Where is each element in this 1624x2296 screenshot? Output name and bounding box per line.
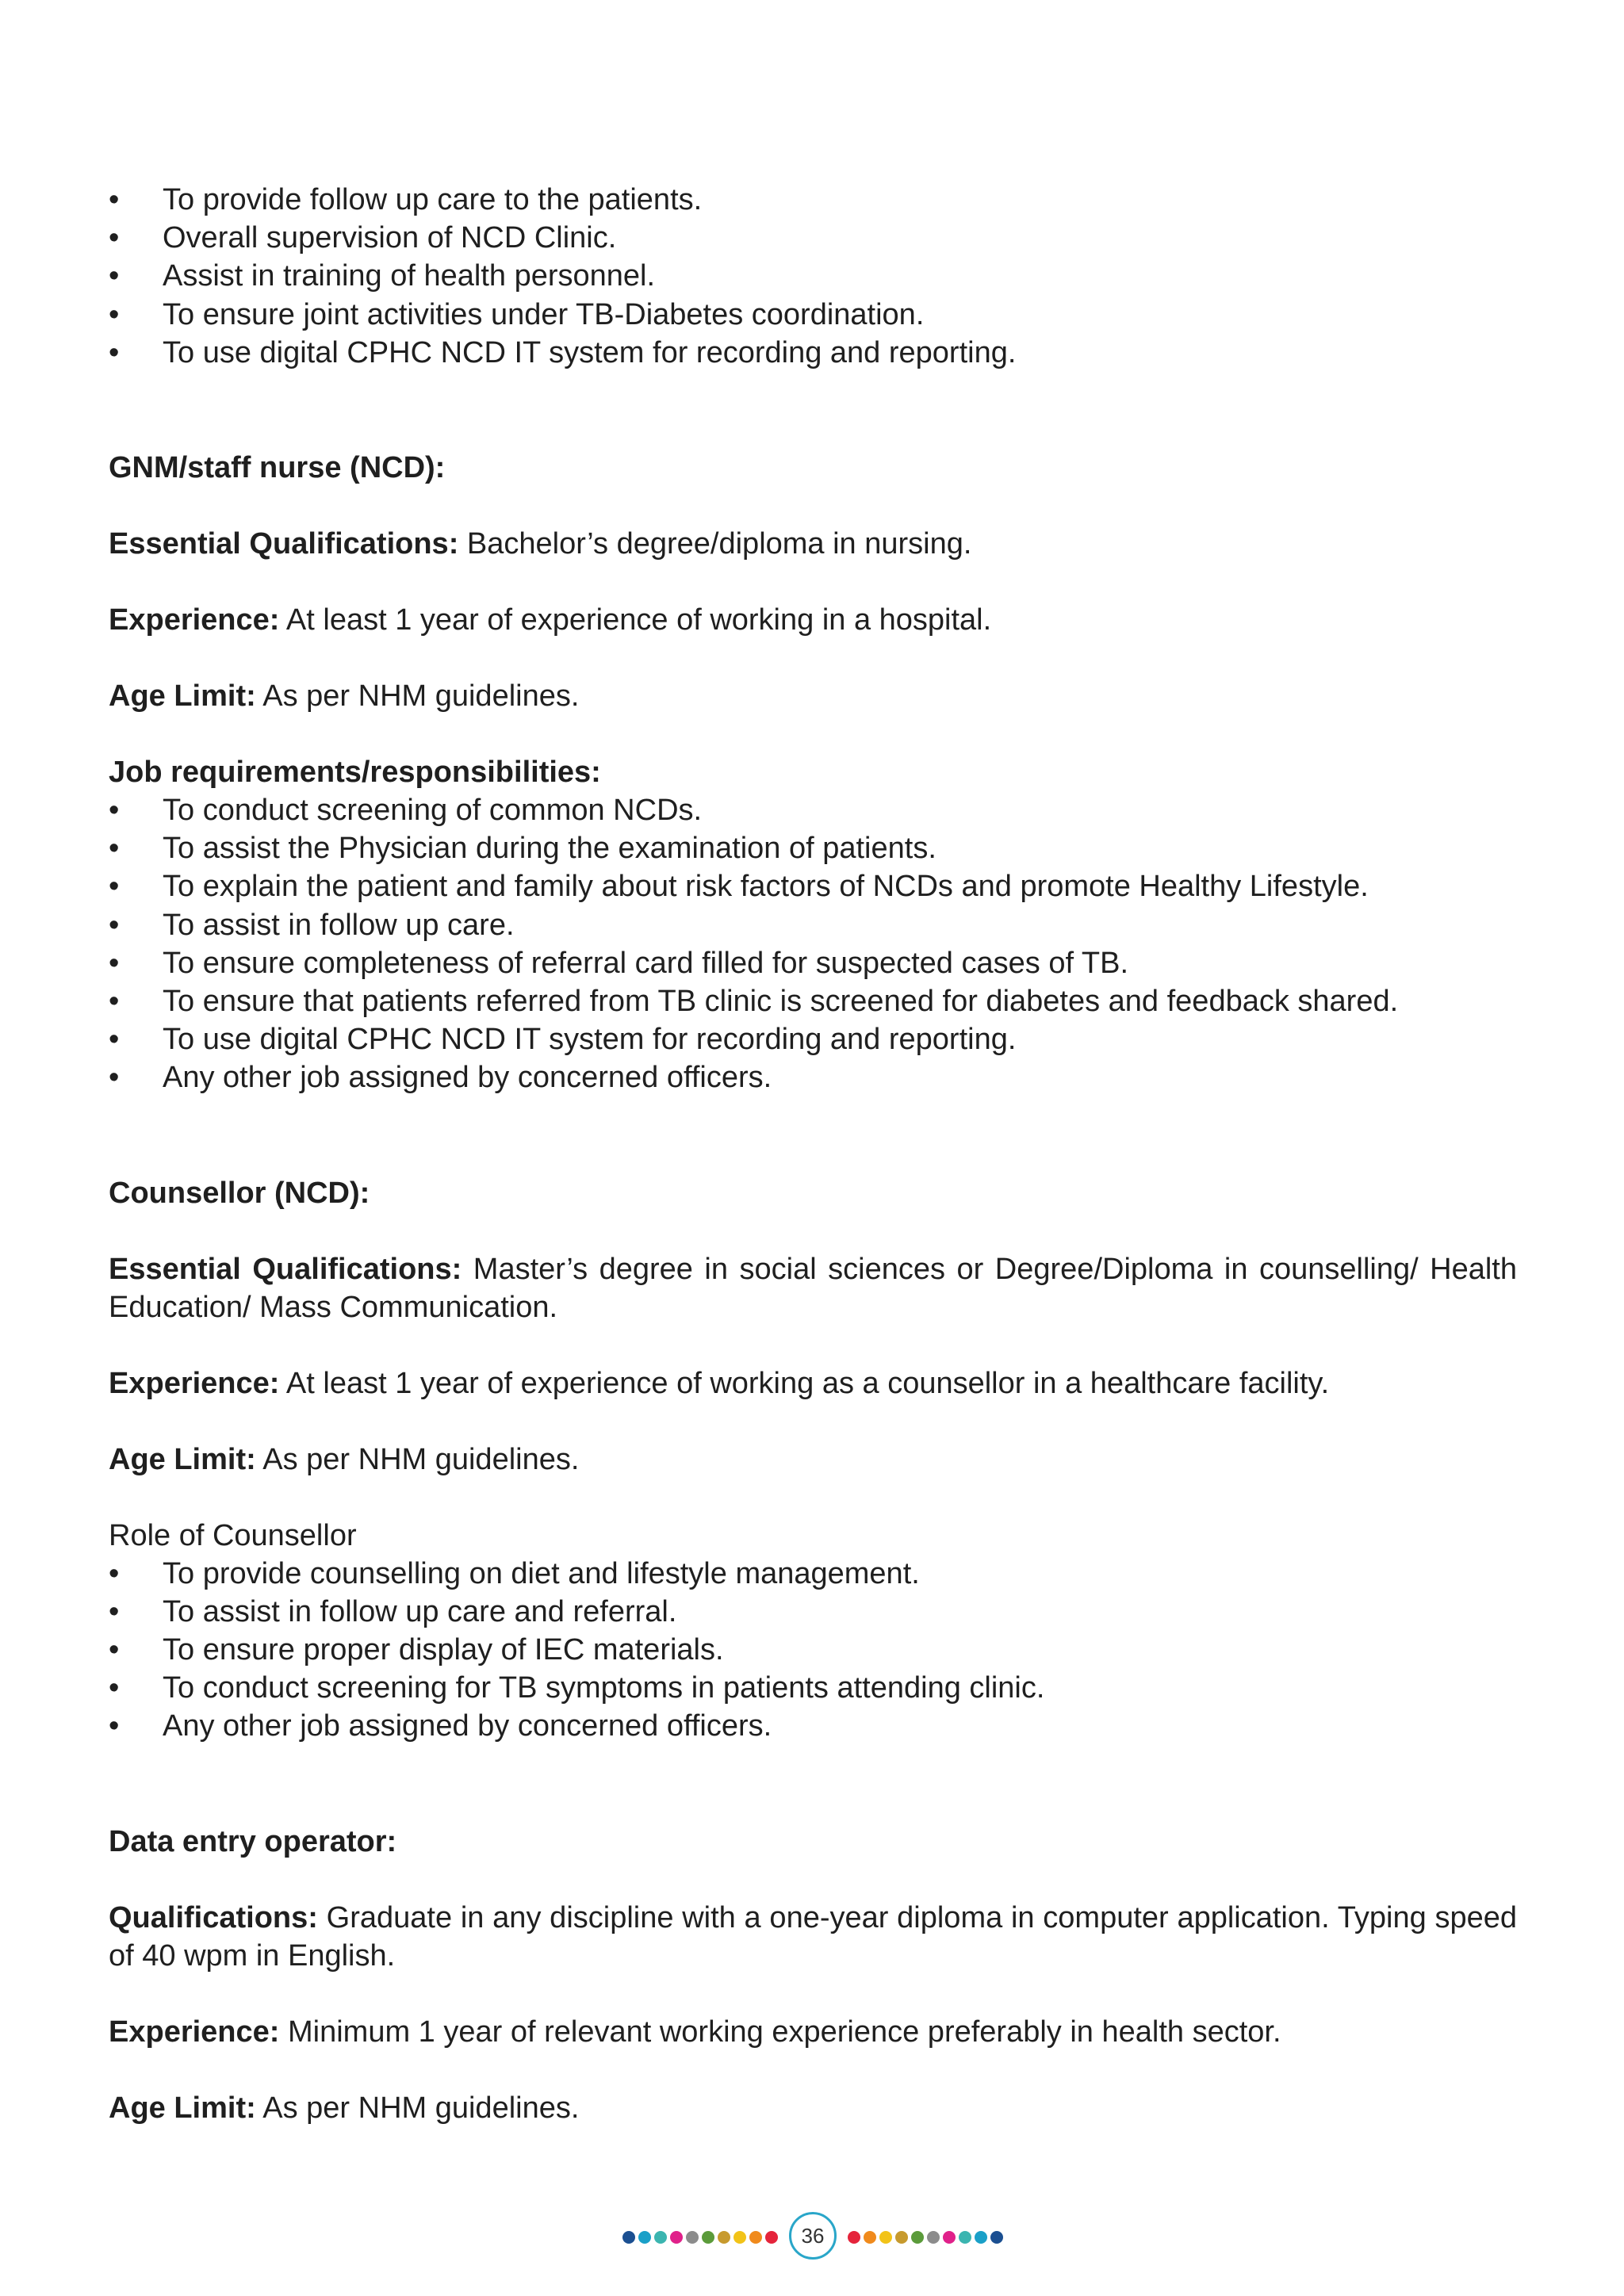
list-item [109, 944, 1517, 982]
decorative-dot-icon [765, 2231, 778, 2244]
bullet-icon: • [109, 1709, 120, 1743]
bullet-icon: • [109, 297, 120, 331]
decorative-dot-icon [848, 2231, 860, 2244]
gnm-experience: Experience: At least 1 year of experience of working in a hospital. [109, 603, 992, 637]
list-item [109, 181, 1517, 219]
footer-dots-right [848, 2231, 1003, 2244]
gnm-qualifications: Essential Qualifications: Bachelor’s degree/diploma in nursing. [109, 527, 972, 561]
list-item [109, 334, 1517, 372]
bullet-icon: • [109, 259, 120, 293]
list-item-text: To ensure joint activities under TB-Diabetes coordination. [163, 297, 925, 331]
page-content [109, 181, 1517, 2127]
gnm-title: GNM/staff nurse (NCD): [109, 451, 446, 485]
decorative-dot-icon [959, 2231, 971, 2244]
list-item [109, 1058, 1517, 1096]
decorative-dot-icon [686, 2231, 699, 2244]
list-item [109, 257, 1517, 295]
bullet-icon: • [109, 985, 120, 1019]
list-item-text: To provide follow up care to the patients. [163, 183, 703, 216]
list-item-text: To conduct screening for TB symptoms in patients attending clinic. [163, 1671, 1045, 1705]
counsellor-qualifications: Essential Qualifications: Master’s degree in social sciences or Degree/Diploma in counselling/ Health Education/ Mass Communication. [109, 1252, 1517, 1324]
decorative-dot-icon [864, 2231, 876, 2244]
continued-bullet-list [109, 181, 1517, 372]
bullet-icon: • [109, 1061, 120, 1095]
list-item-text: Overall supervision of NCD Clinic. [163, 221, 617, 255]
decorative-dot-icon [702, 2231, 714, 2244]
list-item [109, 1669, 1517, 1707]
counsellor-role-list [109, 1555, 1517, 1746]
list-item-text: To ensure completeness of referral card filled for suspected cases of TB. [163, 946, 1129, 980]
decorative-dot-icon [749, 2231, 762, 2244]
decorative-dot-icon [927, 2231, 940, 2244]
bullet-icon: • [109, 1594, 120, 1628]
list-item [109, 1020, 1517, 1058]
decorative-dot-icon [733, 2231, 746, 2244]
decorative-dot-icon [718, 2231, 730, 2244]
list-item [109, 219, 1517, 257]
list-item-text: To ensure that patients referred from TB clinic is screened for diabetes and feedback shared. [163, 985, 1399, 1019]
decorative-dot-icon [638, 2231, 651, 2244]
decorative-dot-icon [895, 2231, 908, 2244]
list-item [109, 982, 1517, 1020]
counsellor-title: Counsellor (NCD): [109, 1176, 370, 1210]
counsellor-role-heading: Role of Counsellor [109, 1518, 357, 1552]
decorative-dot-icon [990, 2231, 1003, 2244]
bullet-icon: • [109, 335, 120, 369]
gnm-responsibilities-list [109, 791, 1517, 1097]
deo-age-limit: Age Limit: As per NHM guidelines. [109, 2091, 580, 2125]
list-item-text: To provide counselling on diet and lifestyle management. [163, 1556, 920, 1590]
decorative-dot-icon [670, 2231, 683, 2244]
list-item-text: To use digital CPHC NCD IT system for recording and reporting. [163, 335, 1017, 369]
list-item [109, 1593, 1517, 1631]
bullet-icon: • [109, 946, 120, 980]
list-item-text: To ensure proper display of IEC materials. [163, 1633, 724, 1667]
bullet-icon: • [109, 832, 120, 866]
counsellor-section [109, 1174, 1517, 1746]
gnm-job-heading: Job requirements/responsibilities: [109, 756, 601, 790]
list-item [109, 829, 1517, 867]
data-entry-operator-section [109, 1823, 1517, 2127]
list-item-text: To use digital CPHC NCD IT system for recording and reporting. [163, 1023, 1017, 1057]
list-item [109, 1707, 1517, 1745]
counsellor-experience: Experience: At least 1 year of experience of working as a counsellor in a healthcare facility. [109, 1366, 1330, 1400]
list-item [109, 867, 1517, 905]
footer-dots-left [622, 2231, 778, 2244]
decorative-dot-icon [911, 2231, 924, 2244]
bullet-icon: • [109, 794, 120, 828]
bullet-icon: • [109, 1556, 120, 1590]
list-item-text: To conduct screening of common NCDs. [163, 794, 703, 828]
list-item-text: Any other job assigned by concerned officers. [163, 1709, 772, 1743]
list-item [109, 791, 1517, 829]
deo-title: Data entry operator: [109, 1824, 397, 1858]
gnm-section [109, 449, 1517, 1097]
list-item-text: To explain the patient and family about risk factors of NCDs and promote Healthy Lifestyle. [163, 870, 1369, 904]
gnm-age-limit: Age Limit: As per NHM guidelines. [109, 679, 580, 714]
list-item [109, 1631, 1517, 1669]
decorative-dot-icon [975, 2231, 987, 2244]
page-number: 36 [789, 2212, 837, 2260]
bullet-icon: • [109, 221, 120, 255]
decorative-dot-icon [654, 2231, 667, 2244]
bullet-icon: • [109, 1633, 120, 1667]
counsellor-age-limit: Age Limit: As per NHM guidelines. [109, 1442, 580, 1476]
bullet-icon: • [109, 1671, 120, 1705]
list-item-text: To assist in follow up care and referral. [163, 1594, 677, 1628]
list-item [109, 1555, 1517, 1593]
list-item-text: Assist in training of health personnel. [163, 259, 656, 293]
deo-experience: Experience: Minimum 1 year of relevant working experience preferably in health sector. [109, 2015, 1281, 2049]
decorative-dot-icon [943, 2231, 956, 2244]
bullet-icon: • [109, 183, 120, 216]
list-item-text: To assist the Physician during the examination of patients. [163, 832, 936, 866]
list-item-text: To assist in follow up care. [163, 908, 515, 942]
bullet-icon: • [109, 908, 120, 942]
bullet-icon: • [109, 870, 120, 904]
list-item-text: Any other job assigned by concerned officers. [163, 1061, 772, 1095]
bullet-icon: • [109, 1023, 120, 1057]
list-item [109, 296, 1517, 334]
decorative-dot-icon [879, 2231, 892, 2244]
deo-qualifications: Qualifications: Graduate in any discipline with a one-year diploma in computer application. Typing speed of 40 wpm in English. [109, 1900, 1517, 1973]
page-footer [0, 2212, 1624, 2267]
decorative-dot-icon [622, 2231, 635, 2244]
list-item [109, 906, 1517, 944]
